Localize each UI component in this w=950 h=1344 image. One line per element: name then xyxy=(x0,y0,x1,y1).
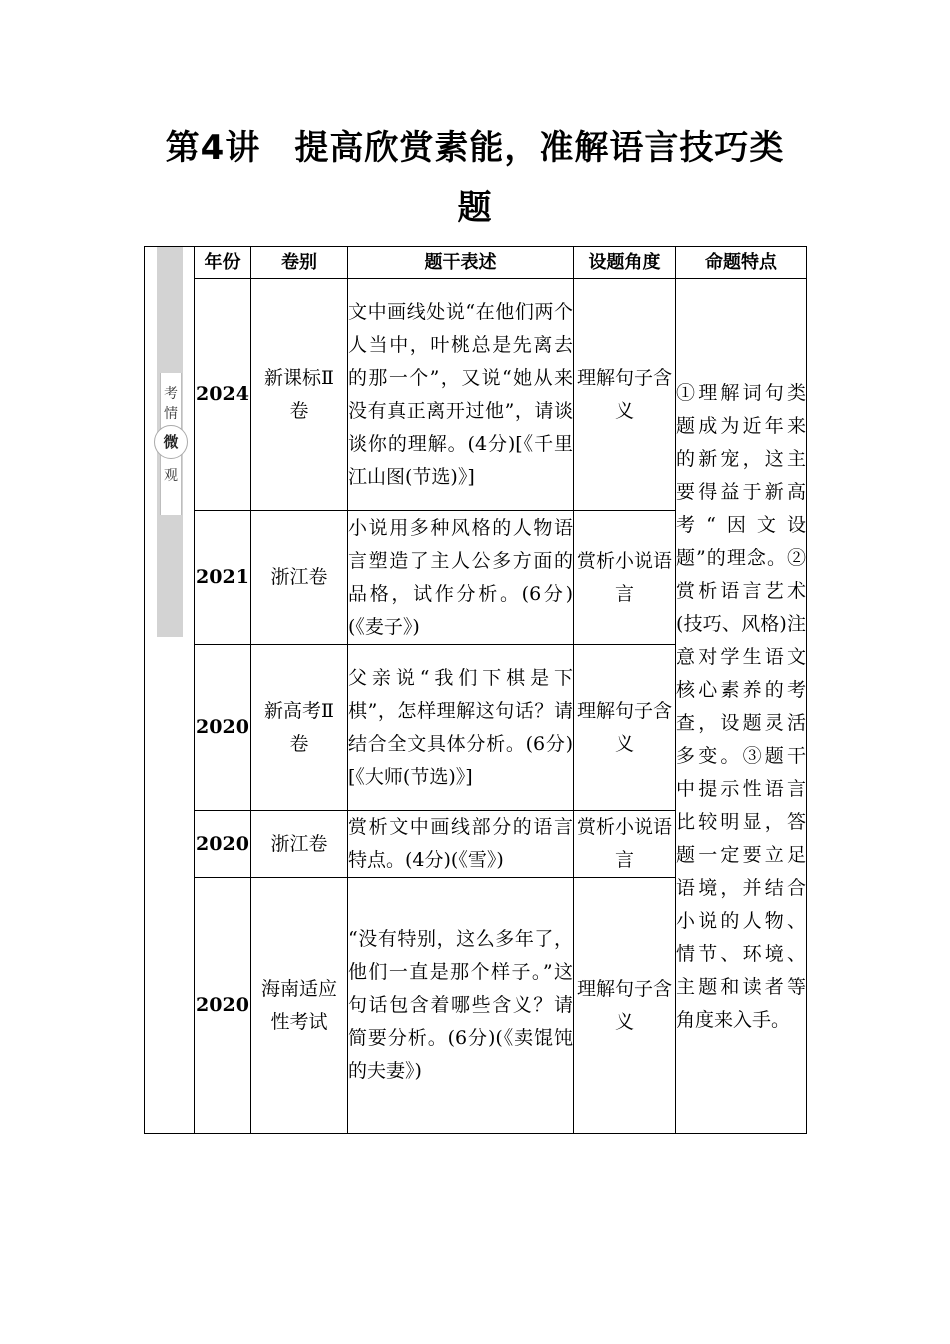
header-year: 年份 xyxy=(195,247,251,279)
page-title-line2: 题 xyxy=(457,188,493,228)
side-label-circle-char: 微 xyxy=(154,425,188,459)
page-title xyxy=(0,126,950,170)
row-angle: 理解句子含义 xyxy=(574,279,676,511)
row-angle: 赏析小说语言 xyxy=(574,511,676,645)
side-label-char: 情 xyxy=(164,406,178,422)
row-paper: 海南适应性考试 xyxy=(251,878,348,1134)
row-year: 2020 xyxy=(195,645,251,811)
row-year: 2020 xyxy=(195,811,251,878)
side-label-char: 观 xyxy=(164,468,178,484)
row-question: 小说用多种风格的人物语言塑造了主人公多方面的品格，试作分析。(6分)(《麦子》) xyxy=(348,511,574,645)
row-year: 2020 xyxy=(195,878,251,1134)
header-paper: 卷别 xyxy=(251,247,348,279)
title-main-line1: 提高欣赏素能，准解语言技巧类 xyxy=(294,128,785,168)
exam-analysis-table xyxy=(144,246,807,1134)
lecture-number: 第4讲 xyxy=(165,128,261,168)
row-angle: 赏析小说语言 xyxy=(574,811,676,878)
header-question: 题干表述 xyxy=(348,247,574,279)
row-paper: 新高考Ⅱ卷 xyxy=(251,645,348,811)
row-question: 父亲说“我们下棋是下棋”，怎样理解这句话？请结合全文具体分析。(6分)[《大师(节选)》] xyxy=(348,645,574,811)
row-angle: 理解句子含义 xyxy=(574,645,676,811)
row-question: “没有特别，这么多年了，他们一直是那个样子。”这句话包含着哪些含义？请简要分析。(6分)(《卖馄饨的夫妻》) xyxy=(348,878,574,1134)
feature-text: ①理解词句类题成为近年来的新宠，这主要得益于新高考“因文设题”的理念。②赏析语言艺术(技巧、风格)注意对学生语文核心素养的考查，设题灵活多变。③题干中提示性语言比较明显，答题一定要立足语境，并结合小说的人物、情节、环境、主题和读者等角度来入手。 xyxy=(676,381,806,1031)
header-angle: 设题角度 xyxy=(574,247,676,279)
side-label-box xyxy=(160,373,182,515)
side-label-panel xyxy=(157,247,183,637)
row-angle: 理解句子含义 xyxy=(574,878,676,1134)
side-label-char: 考 xyxy=(164,386,178,402)
row-question: 赏析文中画线部分的语言特点。(4分)(《雪》) xyxy=(348,811,574,878)
row-paper: 新课标Ⅱ卷 xyxy=(251,279,348,511)
row-year: 2024 xyxy=(195,279,251,511)
header-feature: 命题特点 xyxy=(676,247,807,279)
row-paper: 浙江卷 xyxy=(251,811,348,878)
table-row xyxy=(145,279,807,511)
side-label-cell xyxy=(145,247,195,1134)
proposition-features xyxy=(676,279,807,1134)
row-year: 2021 xyxy=(195,511,251,645)
row-question: 文中画线处说“在他们两个人当中，叶桃总是先离去的那一个”，又说“她从来没有真正离开过他”，请谈谈你的理解。(4分)[《千里江山图(节选)》] xyxy=(348,279,574,511)
row-paper: 浙江卷 xyxy=(251,511,348,645)
